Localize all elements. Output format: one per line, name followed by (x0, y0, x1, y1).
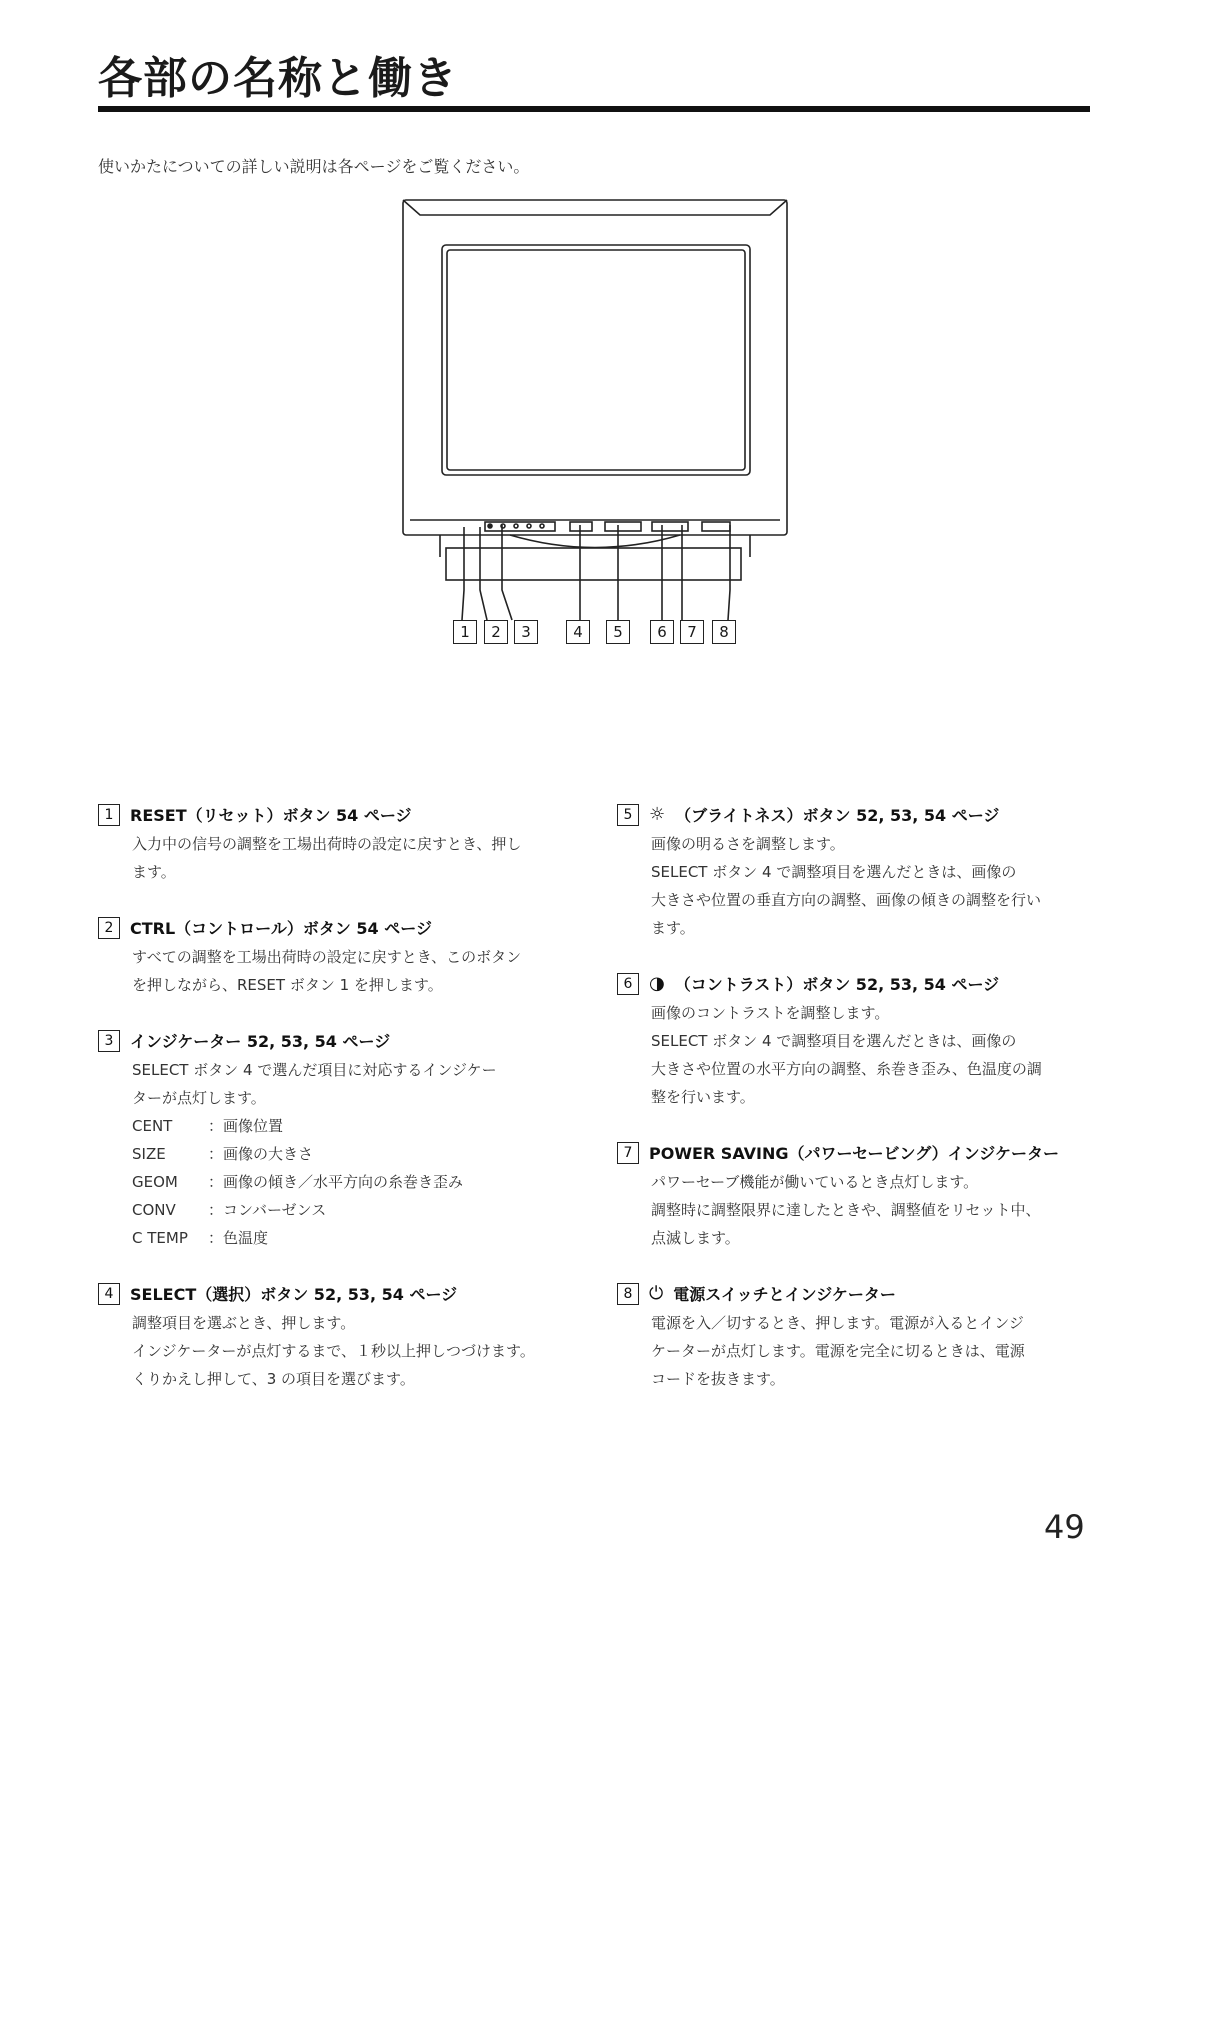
text-line: すべての調整を工場出荷時の設定に戻すとき、このボタン (132, 948, 522, 966)
item-reset (98, 803, 578, 886)
item-indicator (98, 1029, 578, 1252)
item-description (617, 830, 1097, 942)
power-icon: ⏻ (649, 1283, 664, 1304)
item-brightness (617, 803, 1097, 942)
item-description (617, 1309, 1097, 1393)
indicator-list-item (132, 1112, 578, 1140)
title-rule (98, 106, 1090, 112)
monitor-stand (440, 535, 750, 557)
indicator-list-item (132, 1224, 578, 1252)
indicator-value: ：色温度 (208, 1229, 269, 1247)
indicator-value: ：画像の傾き／水平方向の糸巻き歪み (208, 1173, 464, 1191)
item-heading (617, 1282, 1097, 1305)
item-title: インジケーター 52, 53, 54 ページ (130, 1032, 391, 1051)
item-power-saving (617, 1141, 1097, 1252)
item-power-switch (617, 1282, 1097, 1393)
item-title: SELECT（選択）ボタン 52, 53, 54 ページ (130, 1285, 458, 1304)
item-title: RESET（リセット）ボタン 54 ページ (130, 806, 412, 825)
item-title: （ブライトネス）ボタン 52, 53, 54 ページ (675, 806, 1000, 825)
contrast-icon: ◑ (649, 973, 665, 994)
callout-6: 6 (650, 620, 674, 644)
callout-2: 2 (484, 620, 508, 644)
indicator-key: C TEMP (132, 1229, 188, 1247)
item-description (617, 999, 1097, 1111)
callout-4: 4 (566, 620, 590, 644)
intro-text: 使いかたについての詳しい説明は各ページをご覧ください。 (98, 157, 530, 176)
description-column-right (617, 803, 1097, 1423)
item-contrast (617, 972, 1097, 1111)
item-number: 4 (98, 1283, 120, 1305)
item-description (98, 1309, 578, 1393)
text-line: 入力中の信号の調整を工場出荷時の設定に戻すとき、押し (132, 835, 522, 853)
callout-8: 8 (712, 620, 736, 644)
item-number: 1 (98, 804, 120, 826)
text-line: SELECT ボタン 4 で調整項目を選んだときは、画像の (651, 1032, 1017, 1050)
monitor-bezel-top (403, 200, 787, 215)
indicator-list-item (132, 1168, 578, 1196)
item-heading (98, 803, 578, 826)
item-heading (617, 1141, 1097, 1164)
item-ctrl (98, 916, 578, 999)
callout-numbers (448, 620, 848, 648)
item-select (98, 1282, 578, 1393)
item-title: CTRL（コントロール）ボタン 54 ページ (130, 919, 432, 938)
item-heading (98, 1282, 578, 1305)
indicator-key: SIZE (132, 1145, 166, 1163)
item-number: 6 (617, 973, 639, 995)
text-line: 画像の明るさを調整します。 (651, 835, 845, 853)
text-line: パワーセーブ機能が働いているとき点灯します。 (651, 1173, 979, 1191)
item-title: POWER SAVING（パワーセービング）インジケーター (649, 1144, 1059, 1163)
text-line: コードを抜きます。 (651, 1370, 785, 1388)
indicator-key: CENT (132, 1117, 173, 1135)
indicator-list-item (132, 1140, 578, 1168)
item-description (98, 830, 578, 886)
brightness-icon: ☼ (649, 804, 666, 825)
item-number: 5 (617, 804, 639, 826)
item-number: 3 (98, 1030, 120, 1052)
page-title: 各部の名称と働き (98, 53, 458, 104)
callout-7: 7 (680, 620, 704, 644)
callout-3: 3 (514, 620, 538, 644)
text-line: くりかえし押して、3 の項目を選びます。 (132, 1370, 415, 1388)
monitor-front-diagram (390, 195, 810, 655)
text-line: 大きさや位置の垂直方向の調整、画像の傾きの調整を行い (651, 891, 1042, 909)
text-line: ます。 (651, 919, 695, 937)
text-line: 調整時に調整限界に達したときや、調整値をリセット中、 (651, 1201, 1041, 1219)
item-heading (617, 803, 1097, 826)
text-line: 画像のコントラストを調整します。 (651, 1004, 890, 1022)
indicator-key: CONV (132, 1201, 176, 1219)
indicator-value: ：画像位置 (208, 1117, 284, 1135)
item-number: 2 (98, 917, 120, 939)
text-line: を押しながら、RESET ボタン 1 を押します。 (132, 976, 443, 994)
text-line: 大きさや位置の水平方向の調整、糸巻き歪み、色温度の調 (651, 1060, 1042, 1078)
monitor-screen (442, 245, 750, 475)
item-title: （コントラスト）ボタン 52, 53, 54 ページ (674, 975, 1000, 994)
item-number: 8 (617, 1283, 639, 1305)
item-heading (98, 1029, 578, 1052)
text-line: SELECT ボタン 4 で調整項目を選んだときは、画像の (651, 863, 1017, 881)
item-description (617, 1168, 1097, 1252)
indicator-list-item (132, 1196, 578, 1224)
page-number: 49 (1044, 1508, 1085, 1546)
item-description (98, 1056, 578, 1252)
item-heading (617, 972, 1097, 995)
item-title: 電源スイッチとインジケーター (673, 1285, 896, 1304)
callout-1: 1 (453, 620, 477, 644)
text-line: 調整項目を選ぶとき、押します。 (132, 1314, 356, 1332)
indicator-key: GEOM (132, 1173, 178, 1191)
text-line: 整を行います。 (651, 1088, 755, 1106)
text-line: ます。 (132, 863, 176, 881)
item-description (98, 943, 578, 999)
indicator-value: ：コンバーゼンス (208, 1201, 327, 1219)
item-number: 7 (617, 1142, 639, 1164)
monitor-screen-inner (447, 250, 745, 470)
text-line: ケーターが点灯します。電源を完全に切るときは、電源 (651, 1342, 1025, 1360)
callout-5: 5 (606, 620, 630, 644)
stand-base (446, 548, 741, 580)
indicator-value: ：画像の大きさ (208, 1145, 314, 1163)
text-line: ターが点灯します。 (132, 1089, 266, 1107)
description-column-left (98, 803, 578, 1423)
text-line: 点滅します。 (651, 1229, 740, 1247)
text-line: 電源を入／切するとき、押します。電源が入るとインジ (651, 1314, 1024, 1332)
item-heading (98, 916, 578, 939)
text-line: インジケーターが点灯するまで、１秒以上押しつづけます。 (132, 1342, 535, 1360)
text-line: SELECT ボタン 4 で選んだ項目に対応するインジケー (132, 1061, 497, 1079)
